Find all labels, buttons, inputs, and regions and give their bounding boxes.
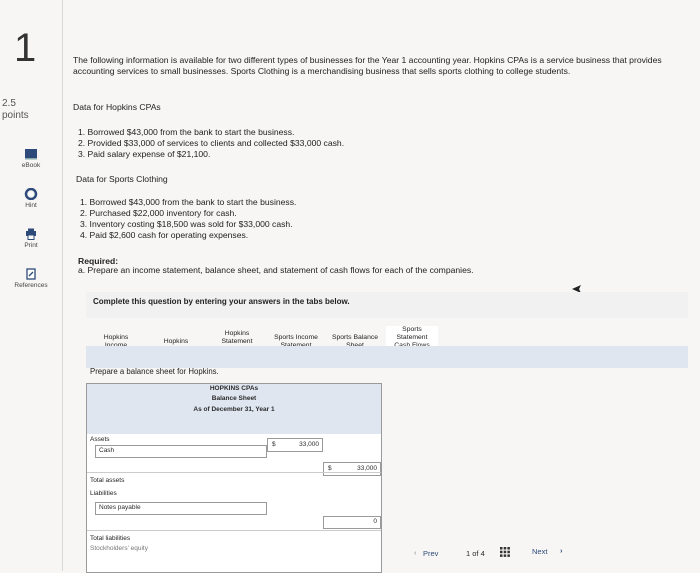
tab-line: Hopkins xyxy=(103,334,129,341)
sidebar-references-label: References xyxy=(14,282,48,289)
references-button[interactable] xyxy=(0,268,62,289)
required-label: Required: xyxy=(78,256,119,266)
sidebar-hint-label: Hint xyxy=(25,202,37,209)
cash-value: 33,000 xyxy=(299,441,319,448)
next-label: Next xyxy=(532,547,548,556)
tab-line: Sports Income xyxy=(274,334,318,341)
total-assets-label: Total assets xyxy=(90,477,125,484)
next-button[interactable] xyxy=(528,543,574,559)
tab-line: Sports xyxy=(402,326,422,333)
total-assets-value: 33,000 xyxy=(357,465,377,472)
tab-line: Hopkins xyxy=(163,338,189,345)
liabilities-label: Liabilities xyxy=(90,490,117,497)
tab-line: Hopkins xyxy=(224,330,250,337)
notes-payable-label-field[interactable] xyxy=(95,502,267,515)
sheet-company: HOPKINS CPAs xyxy=(87,384,381,394)
divider xyxy=(87,530,381,531)
sheet-date: As of December 31, Year 1 xyxy=(87,404,381,416)
prev-chevron-icon: ‹ xyxy=(414,548,417,557)
page-total: 4 xyxy=(480,549,485,558)
intro-paragraph: The following information is available for two different types of businesses for the Year 1 accounting year. Hopkins CPAs is a service business that provides accounting services to small businesses. Sports Clothing is a merchandising business that sells sports clothing to college students. xyxy=(73,55,662,76)
cash-label-field[interactable] xyxy=(95,445,267,458)
cash-label: Cash xyxy=(99,447,115,454)
grid-icon[interactable] xyxy=(500,547,510,557)
total-liabilities-label: Total liabilities xyxy=(90,535,131,542)
question-number: 1 xyxy=(14,26,37,70)
total-assets-amount-field[interactable] xyxy=(323,462,381,476)
points-value: 2.5 xyxy=(2,98,16,109)
hopkins-heading: Data for Hopkins CPAs xyxy=(73,102,161,112)
page-indicator xyxy=(466,549,485,558)
instruction-text: Complete this question by entering your answers in the tabs below. xyxy=(93,297,350,306)
tab-line: Statement xyxy=(396,334,428,341)
page-current: 1 xyxy=(466,549,471,558)
page-of: of xyxy=(472,549,479,558)
references-icon xyxy=(24,268,38,280)
sports-item-3: 3. Inventory costing $18,500 was sold for $33,000 cash. xyxy=(80,219,293,229)
notes-payable-amount-field[interactable] xyxy=(323,516,381,529)
sidebar-print-label: Print xyxy=(24,242,38,249)
next-chevron-icon: › xyxy=(560,546,563,555)
cash-currency: $ xyxy=(272,441,276,448)
divider xyxy=(87,472,381,473)
hopkins-item-1: 1. Borrowed $43,000 from the bank to start the business. xyxy=(78,127,295,137)
sports-heading: Data for Sports Clothing xyxy=(76,174,168,184)
prev-button[interactable]: Prev xyxy=(423,549,439,558)
equity-label: Stockholders' equity xyxy=(90,545,148,552)
points-info xyxy=(2,98,29,122)
balance-sheet-table xyxy=(86,383,382,573)
lifebuoy-icon xyxy=(24,188,38,200)
sports-item-1: 1. Borrowed $43,000 from the bank to start the business. xyxy=(80,197,297,207)
sheet-spacer xyxy=(87,416,381,434)
tab-content-band xyxy=(86,346,688,368)
tab-line: Sports Balance xyxy=(331,334,379,341)
assets-label: Assets xyxy=(90,436,110,443)
ebook-button[interactable] xyxy=(0,148,62,169)
required-text: a. Prepare an income statement, balance sheet, and statement of cash flows for each of the companies. xyxy=(78,265,474,275)
sports-item-4: 4. Paid $2,600 cash for operating expenses. xyxy=(80,230,249,240)
hopkins-item-3: 3. Paid salary expense of $21,100. xyxy=(78,149,211,159)
print-button[interactable] xyxy=(0,228,62,249)
notes-payable-value: 0 xyxy=(373,518,377,525)
sheet-title: Balance Sheet xyxy=(87,394,381,404)
book-icon xyxy=(24,148,38,160)
print-icon xyxy=(24,228,38,240)
left-sidebar xyxy=(0,0,63,571)
total-currency: $ xyxy=(328,465,332,472)
hopkins-item-2: 2. Provided $33,000 of services to clients and collected $33,000 cash. xyxy=(78,138,345,148)
sports-item-2: 2. Purchased $22,000 inventory for cash. xyxy=(80,208,237,218)
tab-line: Statement xyxy=(221,338,253,345)
sidebar-ebook-label: eBook xyxy=(21,162,41,169)
cash-amount-field[interactable] xyxy=(267,438,323,452)
points-label: points xyxy=(2,110,29,121)
instruction-box xyxy=(86,292,688,318)
notes-payable-label: Notes payable xyxy=(99,504,141,511)
hint-button[interactable] xyxy=(0,188,62,209)
prepare-text: Prepare a balance sheet for Hopkins. xyxy=(90,367,219,376)
